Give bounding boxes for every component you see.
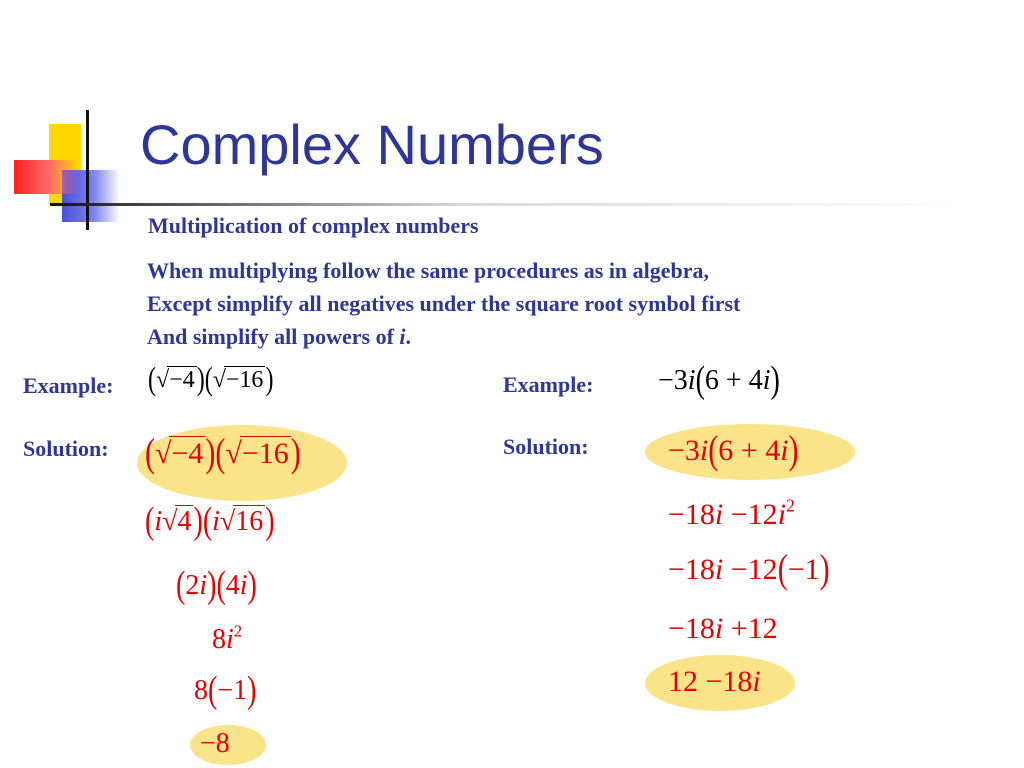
left-step-2: (i√4)(i√16) xyxy=(145,500,275,543)
subheading: Multiplication of complex numbers xyxy=(148,213,479,238)
right-example-label: Example: xyxy=(503,372,594,397)
right-step-3: −18i −12(−1) xyxy=(668,547,830,592)
left-example-label: Example: xyxy=(23,373,114,398)
right-step-4: −18i +12 xyxy=(668,612,778,645)
left-answer: −8 xyxy=(200,728,230,759)
left-step-5: 8(−1) xyxy=(194,669,257,712)
right-answer: 12 −18i xyxy=(668,665,761,698)
body-line-3: And simplify all powers of i. xyxy=(147,324,412,349)
body-text xyxy=(147,254,740,353)
left-step-1: (√−4)(√−16) xyxy=(145,431,301,476)
title-underline xyxy=(50,203,960,206)
left-step-3: (2i)(4i) xyxy=(176,564,257,607)
right-step-2: $-18i -12i^2$ xyxy=(668,495,796,531)
left-solution-label: Solution: xyxy=(23,436,109,461)
body-line-1: When multiplying follow the same procedures as in algebra, xyxy=(147,258,710,283)
left-example-problem: (√−4)(√−16) xyxy=(148,362,274,398)
left-step-4: $8i^2$ xyxy=(212,621,243,655)
body-line-2: Except simplify all negatives under the square root symbol first xyxy=(147,291,741,316)
slide-title: Complex Numbers xyxy=(140,113,604,176)
right-solution-label: Solution: xyxy=(503,434,589,459)
decor-vertical-line xyxy=(86,110,89,230)
decor-red-bar xyxy=(14,160,78,194)
right-step-1: −3i(6 + 4i) xyxy=(668,428,799,473)
right-example-problem: −3i(6 + 4i) xyxy=(658,359,780,402)
